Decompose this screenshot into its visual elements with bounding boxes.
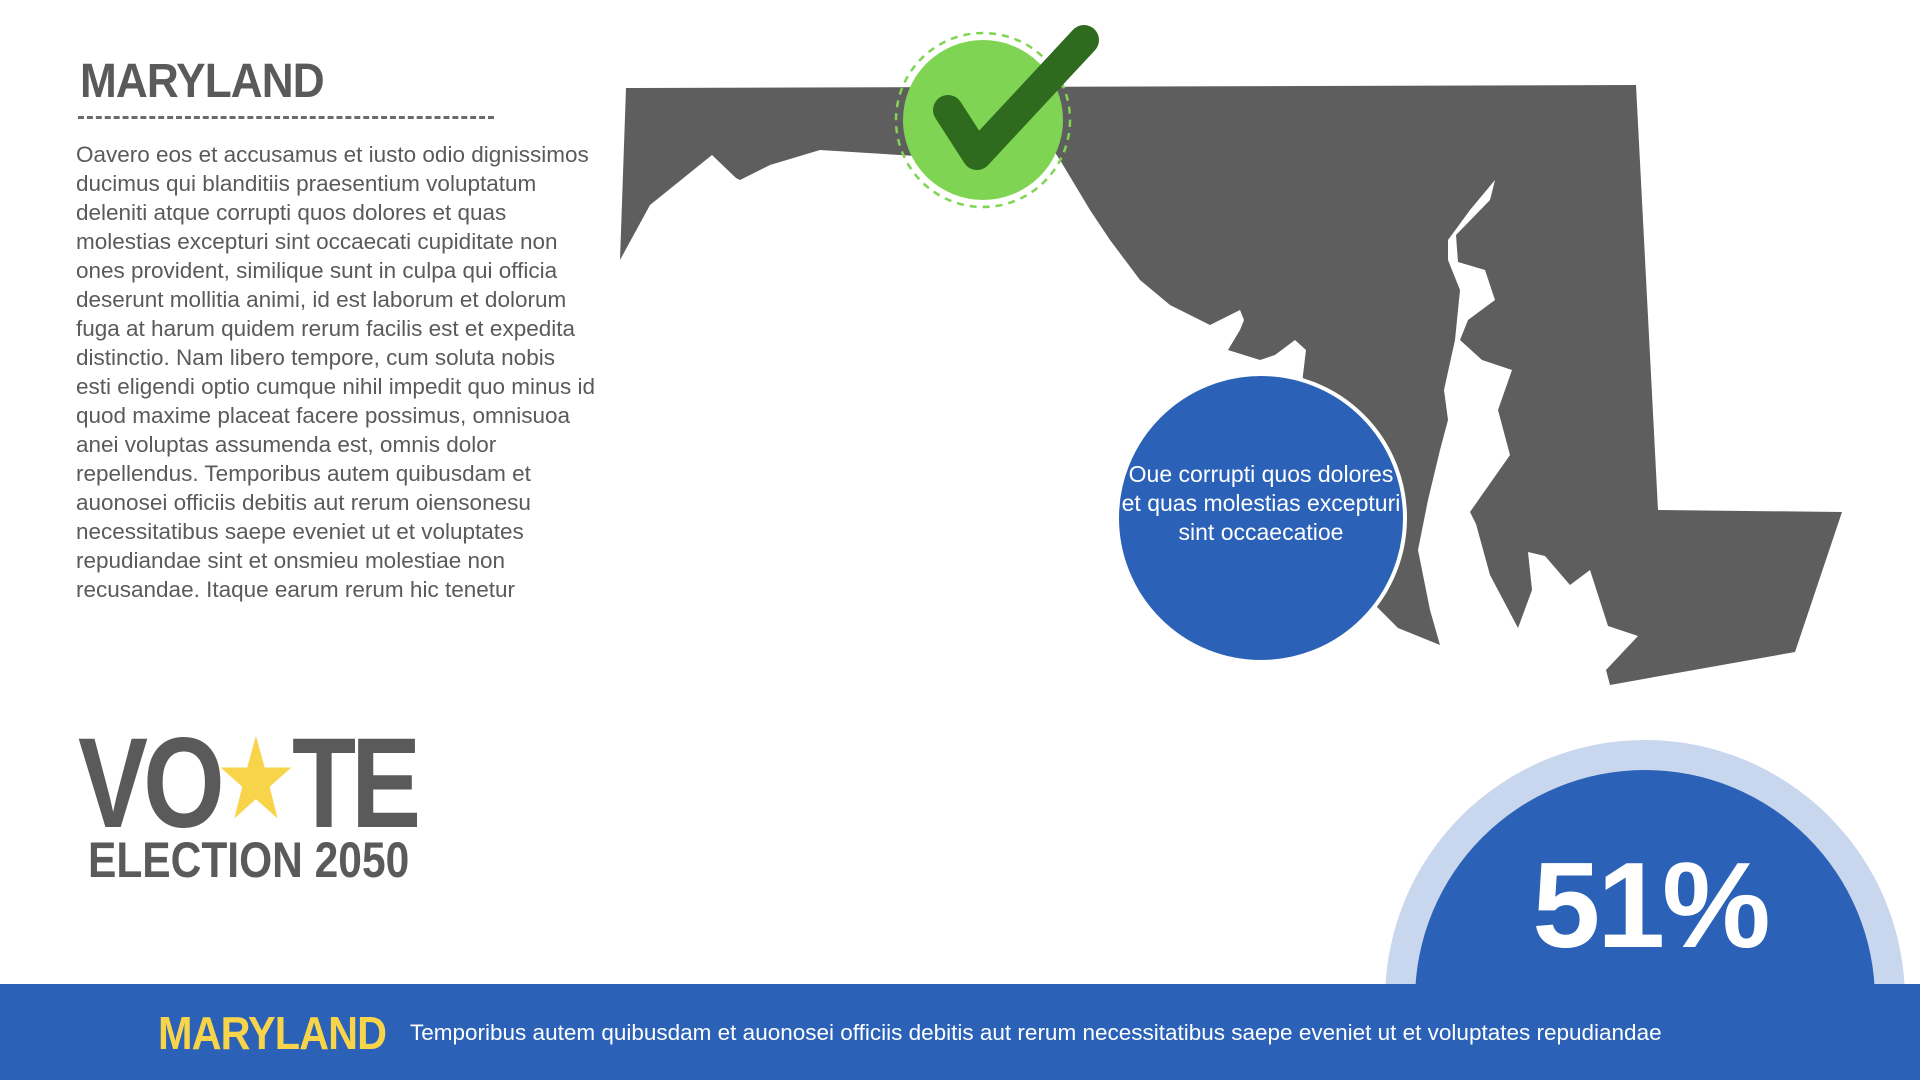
vote-word [78,712,417,855]
star-icon [220,726,292,830]
page-title: MARYLAND [80,55,324,108]
footer-banner [0,984,1920,1080]
callout-text: Oue corrupti quos dolores et quas molestias excepturi sint occaecatioe [1121,461,1401,545]
percentage-value: 51% [1532,837,1768,973]
footer-text: Temporibus autem quibusdam et auonosei officiis debitis aut rerum necessitatibus saepe eveniet ut et voluptates repudiandae [410,1020,1662,1045]
checkmark-icon [896,33,1084,207]
vote-word-left: VO [78,712,220,855]
vote-word-right: TE [291,712,417,855]
body-paragraph: Oavero eos et accusamus et iusto odio dignissimos ducimus qui blanditiis praesentium voluptatum deleniti atque corrupti quos dolores et quas molestias excepturi sint occaecati cupiditate non ones provident, similique sunt in culpa qui officia deserunt mollitia animi, id est laborum et dolorum fuga at harum quidem rerum facilis est et expedita distinctio. Nam libero tempore, cum soluta nobis esti eligendi optio cumque nihil impedit quo minus id quod maxime placeat facere possimus, omnisuoa anei voluptas assumenda est, omnis dolor repellendus. Temporibus autem quibusdam et auonosei officiis debitis aut rerum oiensonesu necessitatibus saepe eveniet ut et voluptates repudiandae sint et onsmieu molestiae non recusandae. Itaque earum rerum hic tenetur [76,142,596,602]
election-subtitle: ELECTION 2050 [88,832,410,888]
footer-title: MARYLAND [158,1007,387,1059]
